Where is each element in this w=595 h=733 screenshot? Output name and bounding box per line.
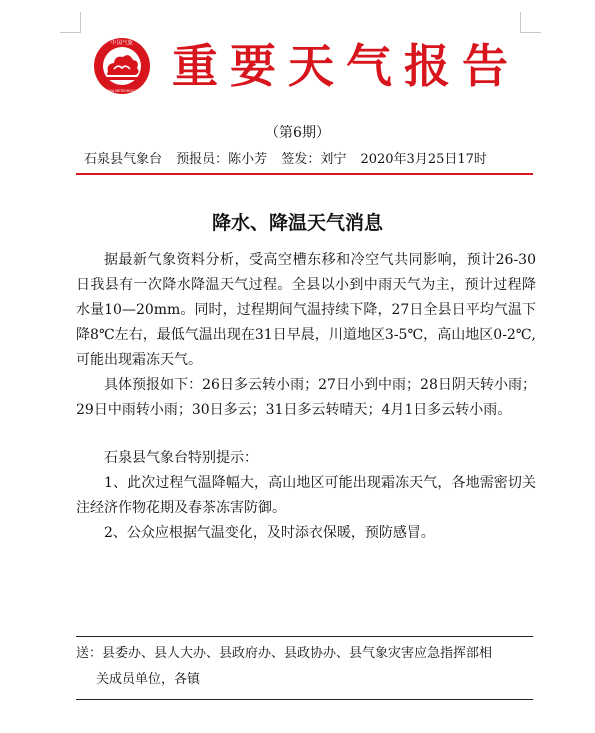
article-body [76, 248, 536, 546]
approver-name: 签发：刘宁 [281, 152, 347, 167]
article-headline: 降水、降温天气消息 [211, 212, 383, 234]
issue-datetime: 2020年3月25日17时 [360, 152, 487, 167]
header-divider [76, 173, 533, 175]
distribution-list [76, 641, 536, 693]
reporter-name: 预报员：陈小芳 [176, 152, 268, 167]
report-meta [84, 148, 497, 167]
crop-mark-top-left [60, 12, 81, 33]
report-title: 重要天气报告 [172, 39, 520, 93]
china-meteorological-logo-icon [92, 36, 152, 96]
paragraph-analysis: 据最新气象资料分析，受高空槽东移和冷空气共同影响，预计26-30日我县有一次降水降温天气过程。全县以小到中雨天气为主，预计过程降水量10—20mm。同时，过程期间气温持续下降，27日全县日平均气温下降8℃左右，最低气温出现在31日早晨，川道地区3-5℃，高山地区0-2℃,可能出现霜冻天气。 [76, 252, 536, 368]
distribution-divider-top [76, 636, 533, 637]
logo-text-bottom: CHINA METEOROLOGY [103, 89, 141, 93]
paragraph-forecast: 具体预报如下：26日多云转小雨；27日小到中雨；28日阴天转小雨；29日中雨转小雨；30日多云；31日多云转晴天；4月1日多云转小雨。 [76, 377, 536, 418]
distribution-line-1: 送：县委办、县人大办、县政府办、县政协办、县气象灾害应急指挥部相 [76, 646, 493, 661]
logo-text-top: 中国气象 [110, 40, 134, 47]
station-name: 石泉县气象台 [84, 152, 163, 167]
tip-item: 2、公众应根据气温变化，及时添衣保暖，预防感冒。 [104, 525, 435, 541]
tips-heading: 石泉县气象台特别提示： [104, 450, 258, 466]
distribution-line-2: 关成员单位，各镇 [96, 672, 201, 687]
tip-item: 1、此次过程气温降幅大，高山地区可能出现霜冻天气，各地需密切关注经济作物花期及春茶冻害防御。 [76, 475, 536, 516]
issue-number: （第6期） [265, 125, 330, 141]
crop-mark-top-right [520, 12, 541, 33]
distribution-divider-bottom [76, 699, 533, 700]
